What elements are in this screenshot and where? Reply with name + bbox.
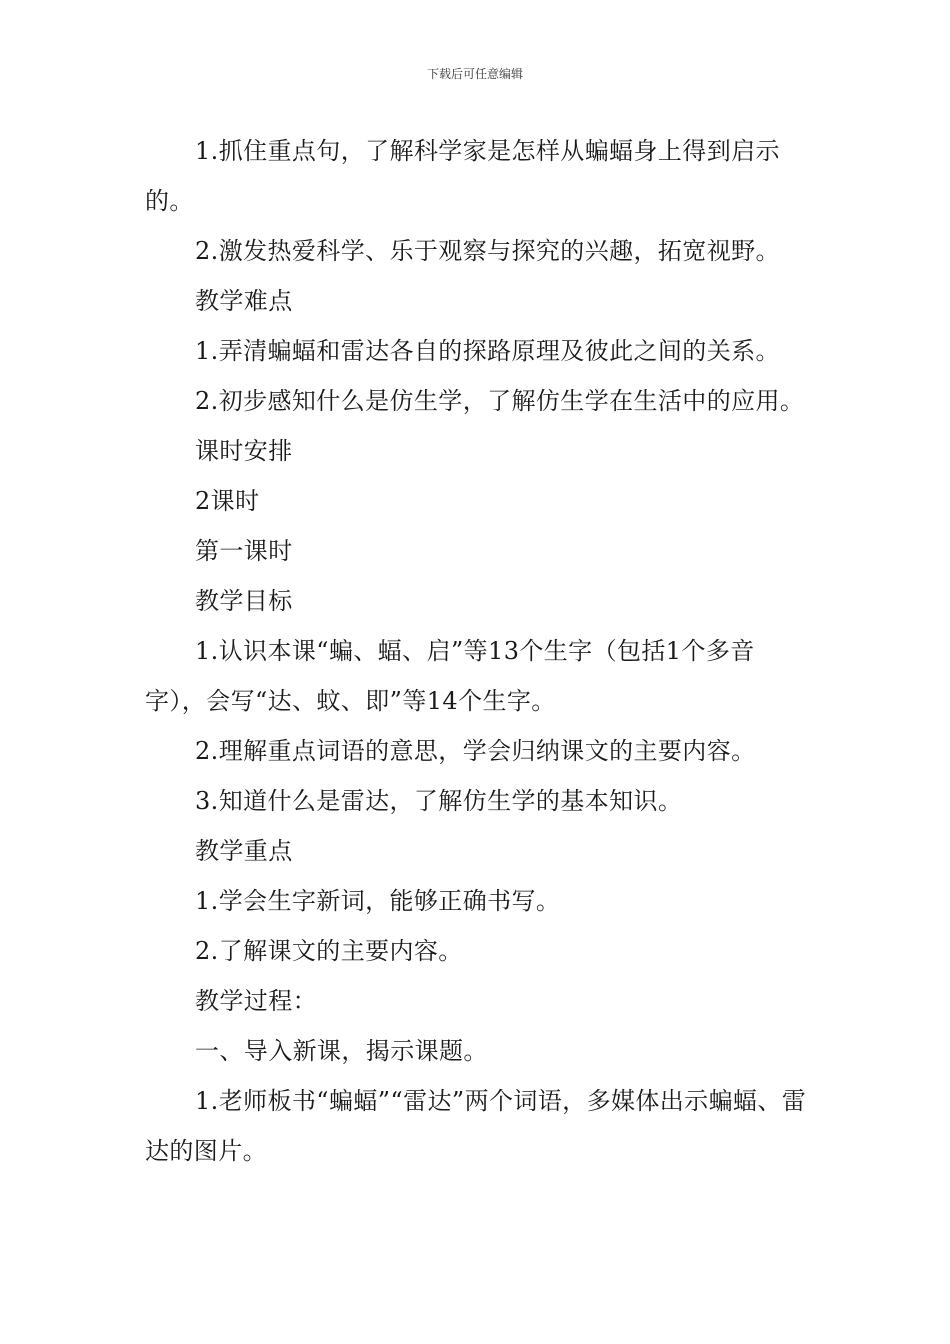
paragraph-goal-2: 2.激发热爱科学、乐于观察与探究的兴趣，拓宽视野。 (195, 237, 780, 265)
paragraph-teaching-goal-1: 1.认识本课“蝙、蝠、启”等13个生字（包括1个多音字），会写“达、蚊、即”等14个生字。 (145, 637, 755, 715)
heading-schedule: 课时安排 (195, 437, 293, 465)
paragraph-key-point-1: 1.学会生字新词，能够正确书写。 (195, 887, 561, 915)
heading-teaching-goals: 教学目标 (195, 587, 293, 615)
heading-first-lesson: 第一课时 (195, 537, 293, 565)
document-body (145, 126, 810, 1176)
heading-teaching-process: 教学过程： (195, 987, 317, 1015)
paragraph-process-step-1: 1.老师板书“蝙蝠”“雷达”两个词语，多媒体出示蝙蝠、雷达的图片。 (145, 1087, 807, 1165)
heading-difficulties: 教学难点 (195, 287, 293, 315)
paragraph-difficulty-1: 1.弄清蝙蝠和雷达各自的探路原理及彼此之间的关系。 (195, 337, 780, 365)
paragraph-schedule-hours: 2课时 (195, 487, 260, 515)
paragraph-teaching-goal-3: 3.知道什么是雷达，了解仿生学的基本知识。 (195, 787, 683, 815)
paragraph-teaching-goal-2: 2.理解重点词语的意思，学会归纳课文的主要内容。 (195, 737, 756, 765)
paragraph-goal-1: 1.抓住重点句，了解科学家是怎样从蝙蝠身上得到启示的。 (145, 137, 780, 215)
page-header: 下载后可任意编辑 (426, 67, 523, 81)
heading-key-points: 教学重点 (195, 837, 293, 865)
paragraph-key-point-2: 2.了解课文的主要内容。 (195, 937, 463, 965)
heading-section-one: 一、导入新课，揭示课题。 (195, 1037, 488, 1065)
paragraph-difficulty-2: 2.初步感知什么是仿生学，了解仿生学在生活中的应用。 (195, 387, 805, 415)
